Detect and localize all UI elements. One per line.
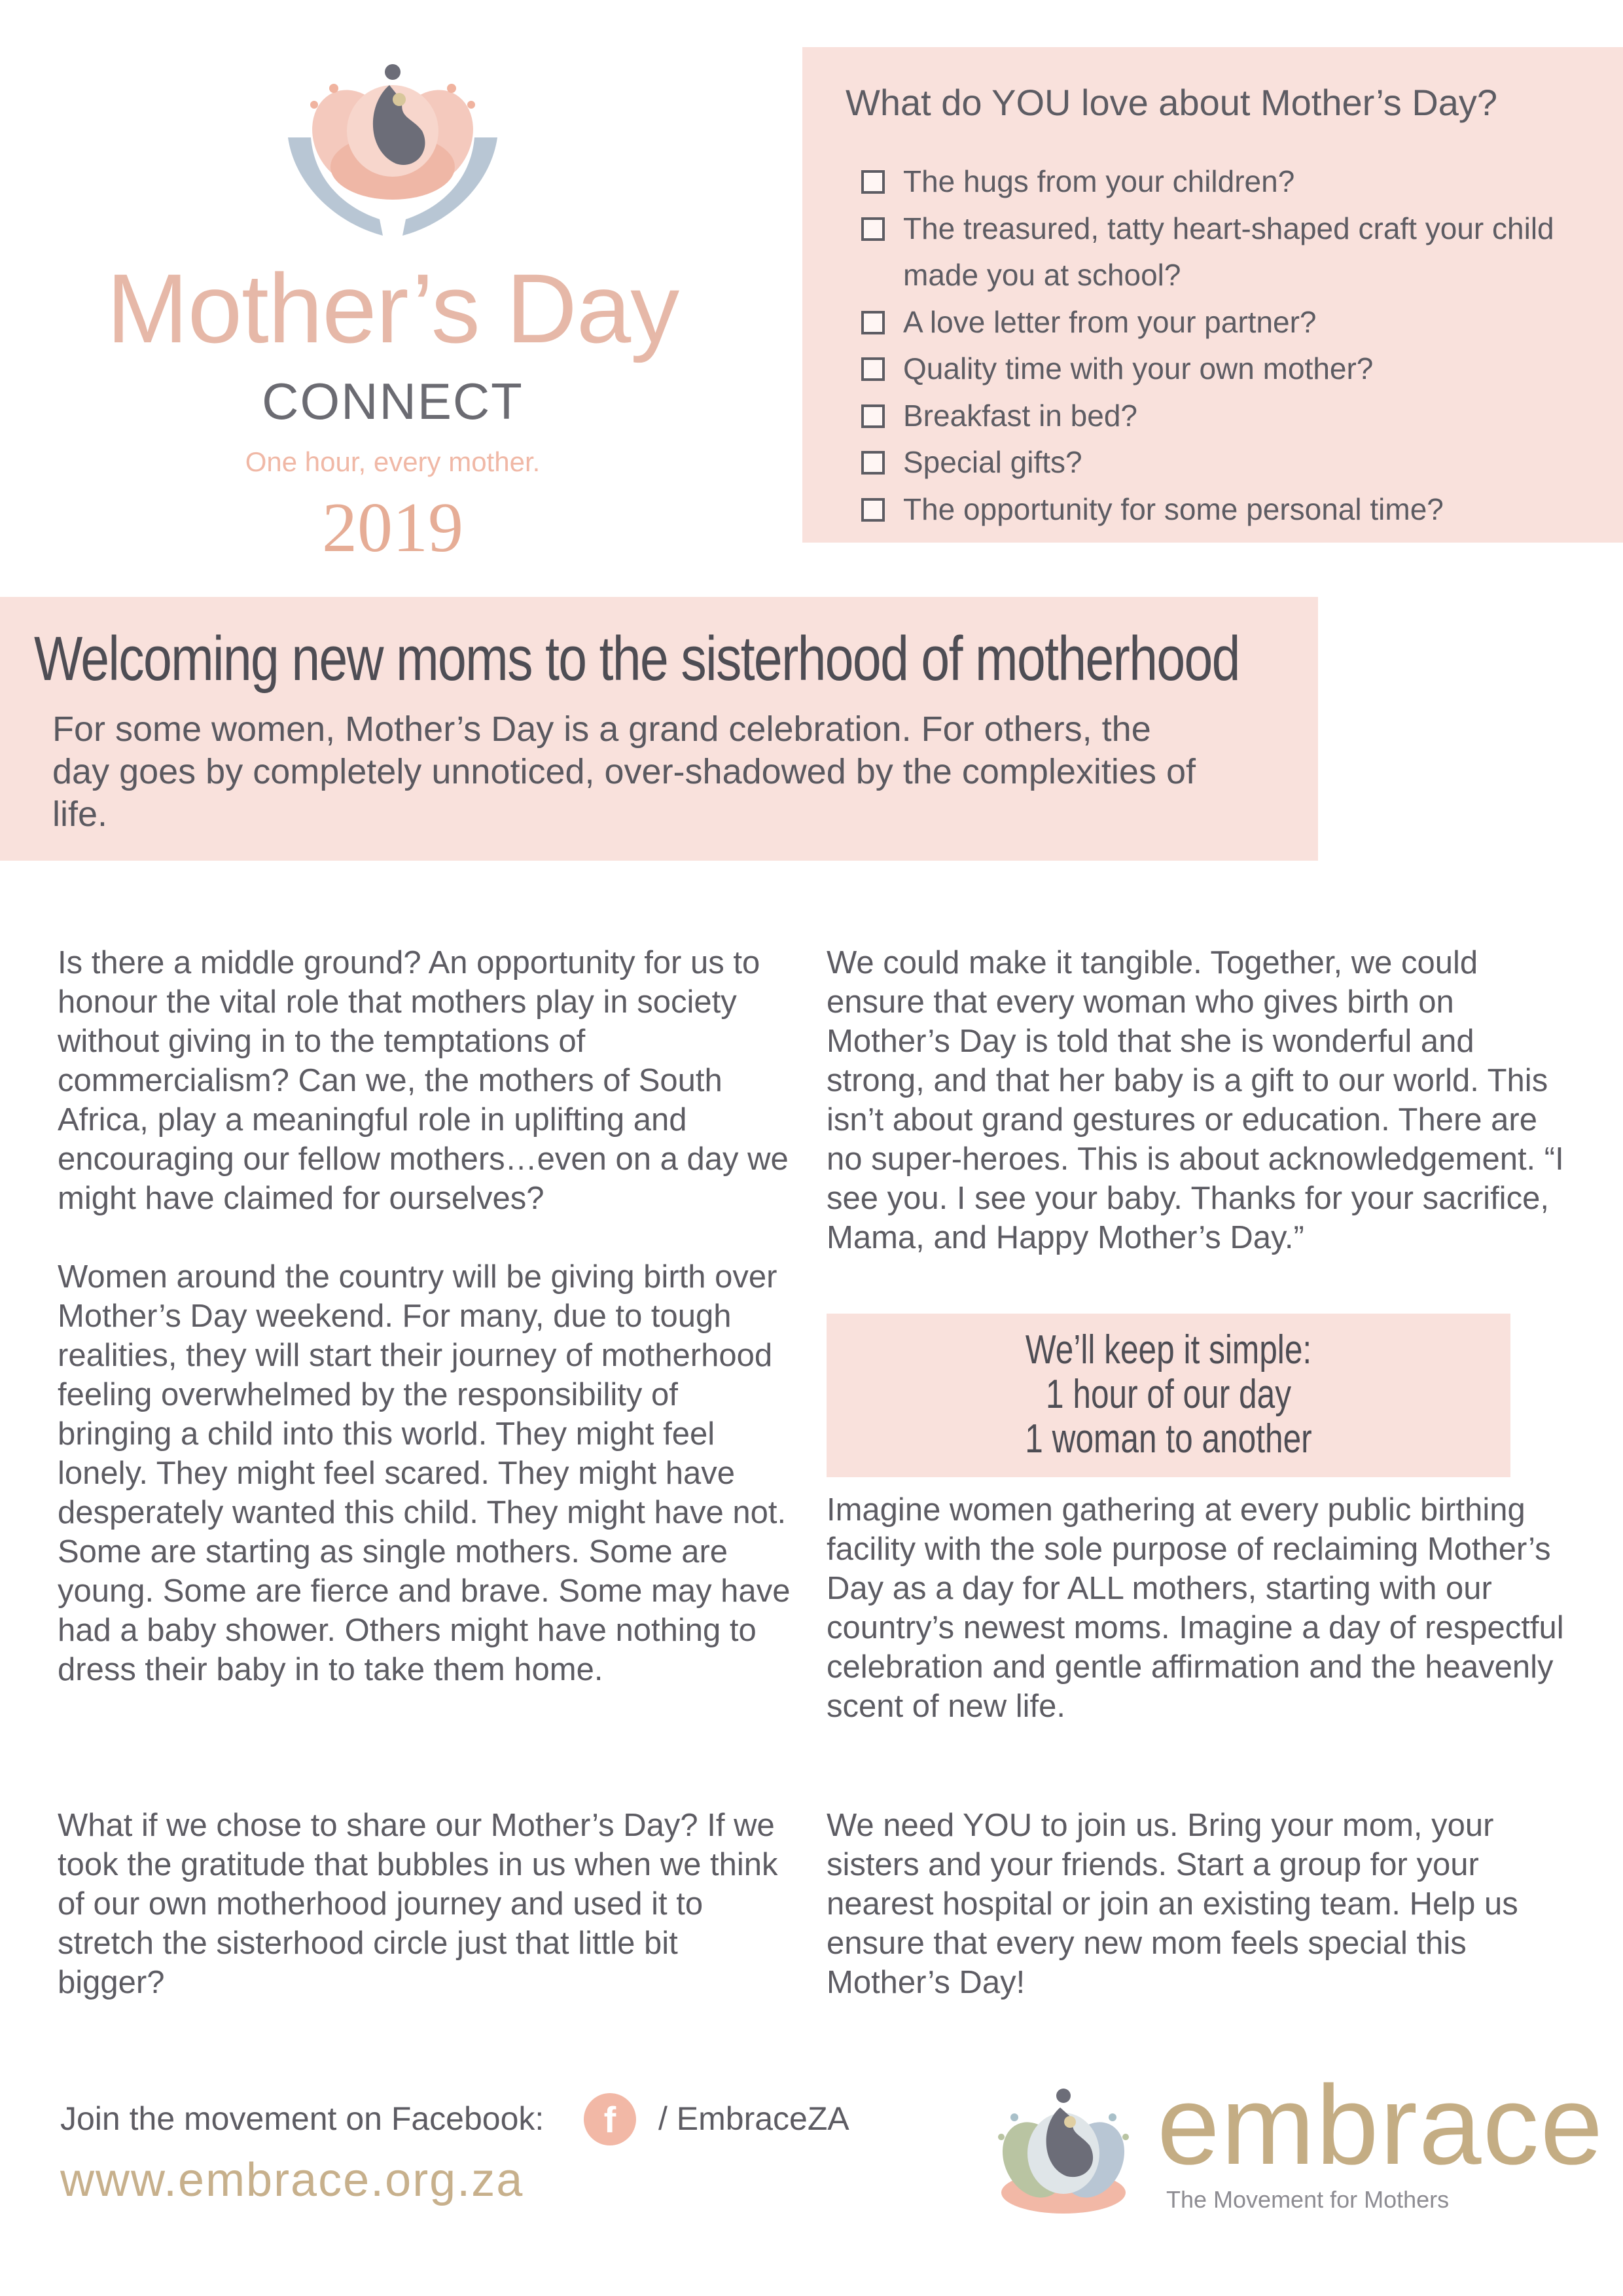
highlight-line: 1 woman to another xyxy=(1025,1416,1312,1462)
logo-year: 2019 xyxy=(322,489,463,567)
quiz-item xyxy=(861,393,1594,440)
facebook-handle-link[interactable]: / EmbraceZA xyxy=(658,2100,849,2137)
facebook-icon[interactable]: f xyxy=(584,2093,636,2145)
checkbox[interactable] xyxy=(861,170,885,194)
paragraph: We could make it tangible. Together, we could ensure that every woman who gives birth on Mother’s Day is told that she is wonderful and strong, and that her baby is a gift to our world. This isn’t about grand gestures or education. There are no super-heroes. This is about acknowledgement. “I see you. I see your baby. Thanks for your sacrifice, Mama, and Happy Mother’s Day.” xyxy=(827,945,1564,1255)
highlight-line: 1 hour of our day xyxy=(1045,1372,1291,1417)
quiz-item-label: The hugs from your children? xyxy=(903,164,1295,198)
embrace-wordmark: embrace xyxy=(1157,2062,1605,2188)
quiz-item xyxy=(861,206,1594,299)
quiz-item-label: A love letter from your partner? xyxy=(903,304,1317,339)
intro-text: For some women, Mother’s Day is a grand celebration. For others, the day goes by completely unnoticed, over-shadowed by the complexities of life. xyxy=(52,709,1196,834)
page-title: Welcoming new moms to the sisterhood of motherhood xyxy=(34,624,1240,694)
mothers-day-emblem-icon xyxy=(275,59,510,255)
checkbox[interactable] xyxy=(861,498,885,522)
quiz-item xyxy=(861,158,1594,206)
paragraph: Women around the country will be giving birth over Mother’s Day weekend. For many, due to tough realities, they will start their journey of motherhood feeling overwhelmed by the responsibility of bringing a child into this world. They might feel lonely. They might feel scared. They might have desperately wanted this child. They might have not. Some are starting as single mothers. Some are young. Some are fierce and brave. Some may have had a baby shower. Others might have nothing to dress their baby in to take them home. xyxy=(58,1259,791,1687)
quiz-item xyxy=(861,346,1594,393)
quiz-item xyxy=(861,439,1594,486)
quiz-panel xyxy=(802,47,1623,543)
quiz-checklist xyxy=(861,158,1594,533)
checkbox[interactable] xyxy=(861,217,885,241)
highlight-line: We’ll keep it simple: xyxy=(1025,1327,1312,1372)
checkbox[interactable] xyxy=(861,451,885,475)
checkbox[interactable] xyxy=(861,311,885,334)
right-column xyxy=(827,943,1573,2000)
paragraph: We need YOU to join us. Bring your mom, your sisters and your friends. Start a group for your nearest hospital or join an existing team. Help us ensure that every new mom feels special this Mother’s Day! xyxy=(827,1808,1518,2000)
paragraph: Is there a middle ground? An opportunity for us to honour the vital role that mothers play in society without giving in to the temptations of commercialism? Can we, the mothers of South Africa, play a meaningful role in uplifting and encouraging our fellow mothers…even on a day we might have claimed for ourselves? xyxy=(58,945,789,1216)
paragraph: Imagine women gathering at every public birthing facility with the sole purpose of reclaiming Mother’s Day as a day for ALL mothers, starting with our country’s newest moms. Imagine a day of respectful celebration and gentle affirmation and the heavenly scent of new life. xyxy=(827,1492,1564,1724)
checkbox[interactable] xyxy=(861,404,885,428)
quiz-item-label: Special gifts? xyxy=(903,445,1082,479)
embrace-logo-icon xyxy=(988,2081,1139,2219)
highlight-box xyxy=(827,1314,1510,1477)
logo-title: Mother’s Day xyxy=(106,253,679,363)
paragraph: What if we chose to share our Mother’s Day? If we took the gratitude that bubbles in us when we think of our own motherhood journey and used it to stretch the sisterhood circle just that little bit bigger? xyxy=(58,1808,778,2000)
checkbox[interactable] xyxy=(861,357,885,381)
website-link[interactable]: www.embrace.org.za xyxy=(60,2154,524,2206)
quiz-question: What do YOU love about Mother’s Day? xyxy=(846,82,1498,123)
logo-tagline: One hour, every mother. xyxy=(245,446,541,477)
embrace-tagline: The Movement for Mothers xyxy=(1166,2186,1450,2213)
welcome-banner xyxy=(0,597,1318,861)
quiz-item xyxy=(861,486,1594,533)
logo-subtitle: CONNECT xyxy=(262,372,524,430)
quiz-item-label: The opportunity for some personal time? xyxy=(903,492,1444,526)
quiz-item xyxy=(861,299,1594,346)
footer-join-text: Join the movement on Facebook: xyxy=(60,2100,544,2137)
quiz-item-label: Breakfast in bed? xyxy=(903,398,1138,433)
quiz-item-label: Quality time with your own mother? xyxy=(903,351,1374,386)
left-column xyxy=(58,943,791,2000)
quiz-item-label: The treasured, tatty heart-shaped craft your child made you at school? xyxy=(903,211,1554,292)
